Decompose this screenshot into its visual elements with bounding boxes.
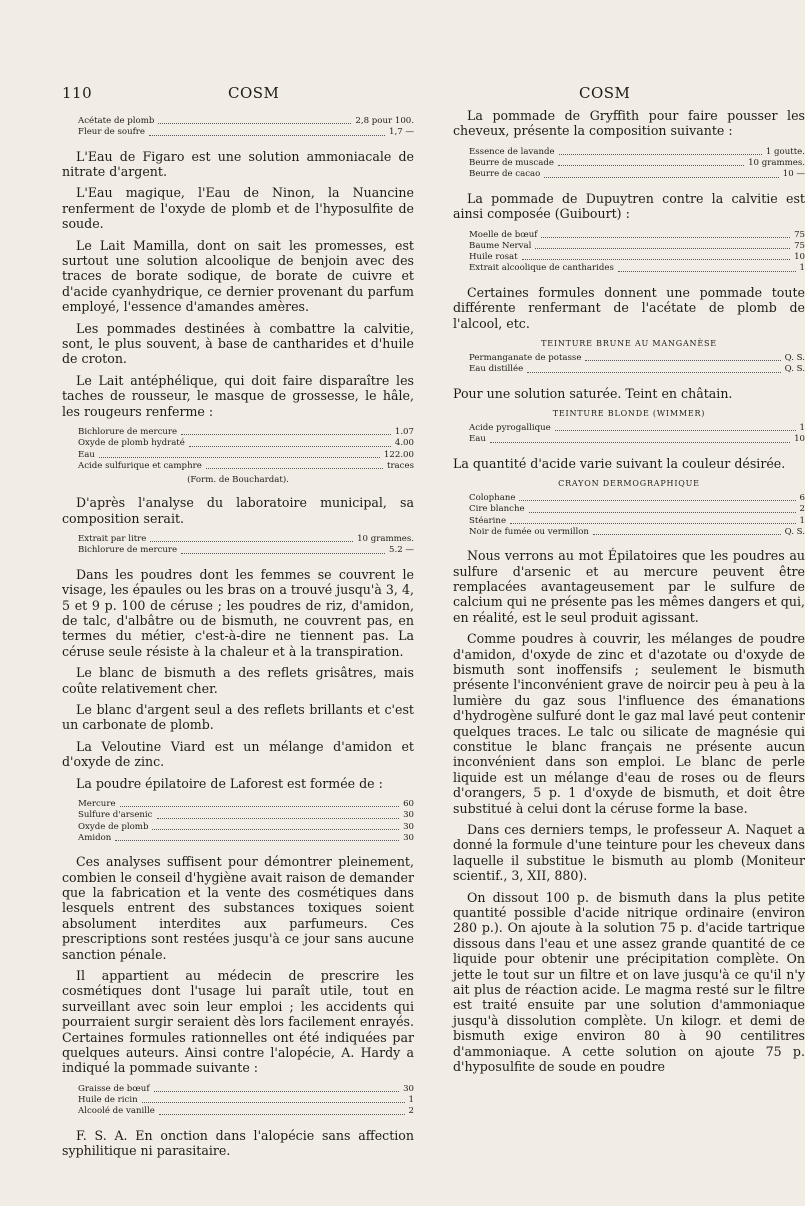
formula-row [62, 833, 414, 844]
ingredient-quantity: 75 [794, 229, 805, 240]
formula-row [453, 252, 805, 263]
paragraph: Il appartient au médecin de prescrire les cosmétiques dont l'usage lui paraît utile, tout en surveillant avec soin leur emploi ; les accidents qui pourraient surgir seraient dès lors facilement enrayés. Certaines formules rationnelles ont été indiquées par quelques auteurs. Ainsi contre l'alopécie, A. Hardy a indiqué la pommade suivante : [62, 968, 414, 1076]
leader-dots [99, 450, 380, 458]
formula-row [62, 822, 414, 833]
formula-row [62, 545, 414, 556]
formula-title: TEINTURE BRUNE AU MANGANÈSE [541, 338, 717, 348]
ingredient-name: Sulfure d'arsenic [78, 810, 153, 821]
ingredient-quantity: 30 [403, 832, 414, 843]
leader-dots [154, 1084, 400, 1092]
ingredient-quantity: 30 [403, 821, 414, 832]
ingredient-name: Moelle de bœuf [469, 229, 538, 240]
leader-dots [149, 127, 385, 135]
paragraph: La poudre épilatoire de Laforest est formée de : [76, 775, 383, 791]
formula-row [62, 427, 414, 438]
leader-dots [585, 353, 780, 361]
running-head-left: COSM [228, 84, 280, 102]
formula-row [453, 434, 805, 445]
ingredient-quantity: 1,7 — [389, 127, 414, 138]
ingredient-quantity: 1 [799, 515, 805, 526]
paragraph: La pommade de Dupuytren contre la calvitie est ainsi composée (Guibourt) : [453, 190, 805, 222]
leader-dots [206, 461, 383, 469]
paragraph: Le blanc de bismuth a des reflets grisâtres, mais coûte relativement cher. [62, 665, 414, 696]
formula-block [453, 230, 805, 275]
leader-dots [527, 364, 780, 372]
formula-block [62, 534, 414, 557]
ingredient-name: Extrait alcoolique de cantharides [469, 263, 614, 274]
formula-row [62, 1084, 414, 1095]
formula-row [62, 1106, 414, 1117]
paragraph: La pommade de Gryffith pour faire pousser les cheveux, présente la composition suivante : [453, 108, 805, 139]
leader-dots [522, 252, 790, 260]
leader-dots [142, 1095, 405, 1103]
ingredient-name: Stéarine [469, 515, 507, 526]
paragraph: On dissout 100 p. de bismuth dans la plus petite quantité possible d'acide nitrique ordinaire (environ 280 p.). On ajoute à la solution 75 p. d'acide tartrique dissous dans l'eau et une assez grande quantité de ce liquide pour obtenir une précipitation complète. On jette le tout sur un filtre et on lave jusqu'à ce qu'il n'y ait plus de réaction acide. Le magma resté sur le filtre est traité ensuite par une solution d'ammoniaque jusqu'à dissolution complète. Un kilogr. et demi de bismuth exige environ 80 à 90 centilitres d'ammoniaque. A cette solution on ajoute 75 p. d'hyposulfite de soude en poudre [453, 889, 805, 1075]
right-column [453, 108, 805, 1081]
running-head-right: COSM [579, 84, 631, 102]
ingredient-quantity: 60 [403, 798, 414, 809]
formula-block [62, 1084, 414, 1118]
leader-dots [150, 534, 353, 542]
ingredient-name: Eau [78, 449, 95, 460]
formula-row [453, 504, 805, 515]
formula-row [453, 241, 805, 252]
ingredient-name: Oxyde de plomb [78, 821, 149, 832]
formula-block [453, 147, 805, 181]
formula-block [453, 409, 805, 446]
formula-row [453, 169, 805, 180]
formula-row [453, 364, 805, 375]
ingredient-quantity: 30 [403, 1083, 414, 1094]
formula-row [62, 127, 414, 138]
ingredient-name: Bichlorure de mercure [78, 427, 178, 438]
ingredient-quantity: 2,8 pour 100. [355, 116, 414, 126]
leader-dots [519, 493, 795, 501]
paragraph: Ces analyses suffisent pour démontrer pleinement, combien le conseil d'hygiène avait raison de demander que la fabrication et la vente des cosmétiques dans lesquels entrent des substances toxiques soient absolument interdites aux parfumeurs. Ces prescriptions sont restées jusqu'à ce jour sans aucune sanction pénale. [62, 854, 414, 962]
ingredient-name: Noir de fumée ou vermillon [469, 526, 589, 537]
formula-row [453, 263, 805, 274]
ingredient-quantity: 10 grammes. [357, 534, 414, 545]
formula-note: Pour une solution saturée. Teint en châtain. [453, 385, 733, 401]
ingredient-quantity: Q. S. [784, 526, 805, 537]
ingredient-name: Acide pyrogallique [469, 422, 551, 433]
formula-row [453, 423, 805, 434]
formula-row [453, 353, 805, 364]
leader-dots [181, 545, 385, 553]
formula-row [453, 230, 805, 241]
formula-row [62, 799, 414, 810]
formula-block [453, 339, 805, 376]
leader-dots [120, 799, 400, 807]
ingredient-name: Permanganate de potasse [469, 352, 582, 363]
ingredient-name: Beurre de muscade [469, 158, 554, 169]
formula-row [453, 516, 805, 527]
page-number: 110 [62, 84, 93, 102]
leader-dots [152, 822, 399, 830]
leader-dots [618, 263, 796, 271]
leader-dots [157, 810, 400, 818]
ingredient-name: Alcoolé de vanille [78, 1106, 155, 1117]
ingredient-quantity: 122.00 [383, 449, 414, 460]
leader-dots [544, 169, 778, 177]
ingredient-quantity: 30 [403, 810, 414, 821]
ingredient-name: Amidon [78, 832, 112, 843]
ingredient-quantity: 2 [799, 504, 805, 515]
leader-dots [555, 423, 796, 431]
formula-row [62, 534, 414, 545]
formula-block [62, 799, 414, 844]
paragraph: L'Eau de Figaro est une solution ammoniacale de nitrate d'argent. [62, 148, 414, 179]
ingredient-name: Mercure [78, 798, 116, 809]
ingredient-quantity: Q. S. [784, 364, 805, 375]
ingredient-name: Baume Nerval [469, 240, 532, 251]
ingredient-quantity: 10 grammes. [748, 158, 805, 169]
ingredient-quantity: 10 [794, 434, 805, 445]
formula-row [453, 158, 805, 169]
formula-block [62, 427, 414, 485]
leader-dots [189, 438, 391, 446]
left-column [62, 108, 414, 1165]
ingredient-name: Acétate de plomb [78, 116, 155, 126]
formula-title: CRAYON DERMOGRAPHIQUE [558, 478, 700, 488]
leader-dots [541, 230, 790, 238]
ingredient-name: Essence de lavande [469, 146, 555, 157]
ingredient-name: Colophane [469, 492, 516, 503]
ingredient-name: Graisse de bœuf [78, 1083, 150, 1094]
paragraph: Dans ces derniers temps, le professeur A. Naquet a donné la formule d'une teinture pour les cheveux dans laquelle il substitue le bismuth au plomb (Moniteur scientif., 3, XII, 880). [453, 822, 805, 884]
paragraph: Nous verrons au mot Épilatoires que les poudres au sulfure d'arsenic et au mercure peuvent être remplacées avantageusement par le sulfure de calcium qui ne présente pas les mêmes dangers et qui, en réalité, est le seul produit agissant. [453, 548, 805, 625]
ingredient-quantity: 6 [799, 492, 805, 503]
ingredient-quantity: 75 [794, 240, 805, 251]
ingredient-name: Acide sulfurique et camphre [78, 460, 202, 471]
formula-row [453, 527, 805, 538]
formula-row [62, 1095, 414, 1106]
ingredient-name: Beurre de cacao [469, 169, 541, 180]
ingredient-name: Cire blanche [469, 504, 525, 515]
formula-note: La quantité d'acide varie suivant la couleur désirée. [453, 455, 786, 471]
paragraph: Comme poudres à couvrir, les mélanges de poudre d'amidon, d'oxyde de zinc et d'azotate ou d'oxyde de bismuth sont inoffensifs ; seulement le bismuth présente l'inconvénient grave de noircir peu à peu à la lumière du gaz sous l'influence des émanations d'hydrogène sulfuré dont le gaz mal lavé peut contenir quelques traces. Le talc ou silicate de magnésie qui constitue le blanc français ne présente aucun inconvénient dans son emploi. Le blanc de perle liquide est un mélange d'eau de roses ou de fleurs d'orangers, 5 p. 1 d'oxyde de bismuth, et doit être substitué à celui dont la céruse forme la base. [453, 631, 805, 816]
ingredient-name: Eau distillée [469, 364, 524, 375]
formula-row [62, 438, 414, 449]
formula-block [62, 116, 414, 139]
formula-row [62, 116, 414, 127]
ingredient-quantity: 1 [408, 1095, 414, 1106]
leader-dots [558, 158, 744, 166]
paragraph: Les pommades destinées à combattre la calvitie, sont, le plus souvent, à base de cantharides et d'huile de croton. [62, 320, 414, 367]
paragraph: Le Lait Mamilla, dont on sait les promesses, est surtout une solution alcoolique de benjoin avec des traces de borate sodique, de borate de cuivre et d'acide cyanhydrique, ce dernier provenant du parfum employé, l'essence d'amandes amères. [62, 237, 414, 315]
paragraph: Le blanc d'argent seul a des reflets brillants et c'est un carbonate de plomb. [62, 701, 414, 733]
leader-dots [529, 504, 796, 512]
ingredient-quantity: 5.2 — [389, 545, 414, 556]
ingredient-quantity: 1 [799, 263, 805, 274]
leader-dots [559, 147, 762, 155]
leader-dots [593, 527, 781, 535]
leader-dots [115, 833, 399, 841]
paragraph: L'Eau magique, l'Eau de Ninon, la Nuancine renferment de l'oxyde de plomb et de l'hyposulfite de soude. [62, 185, 414, 232]
paragraph: Le Lait antéphélique, qui doit faire disparaître les taches de rousseur, le masque de grossesse, le hâle, les rougeurs renferme : [62, 372, 414, 419]
ingredient-name: Huile de ricin [78, 1095, 138, 1106]
paragraph: Certaines formules donnent une pommade toute différente renfermant de l'acétate de plomb de l'alcool, etc. [453, 284, 805, 331]
ingredient-name: Huile rosat [469, 252, 518, 263]
formula-title: TEINTURE BLONDE (WIMMER) [552, 408, 706, 418]
ingredient-name: Bichlorure de mercure [78, 545, 178, 556]
ingredient-name: Fleur de soufre [78, 127, 145, 138]
formula-row [453, 493, 805, 504]
leader-dots [159, 1106, 405, 1114]
formula-row [62, 810, 414, 821]
ingredient-quantity: 10 [794, 252, 805, 263]
formula-row [453, 147, 805, 158]
ingredient-quantity: traces [387, 460, 414, 471]
formula-row [62, 450, 414, 461]
paragraph: F. S. A. En onction dans l'alopécie sans affection syphilitique ni parasitaire. [62, 1127, 414, 1159]
paragraph: Dans les poudres dont les femmes se couvrent le visage, les épaules ou les bras on a trouvé jusqu'à 3, 4, 5 et 9 p. 100 de céruse ; les poudres de riz, d'amidon, de talc, d'albâtre ou de bismuth, ne couvrent pas, en termes du métier, c'est-à-dire ne tiennent pas. La céruse seule résiste à la chaleur et à la transpiration. [62, 566, 414, 659]
ingredient-quantity: 1 goutte. [765, 146, 805, 157]
ingredient-name: Eau [469, 434, 486, 445]
leader-dots [535, 241, 790, 249]
ingredient-quantity: 1 [799, 422, 805, 433]
formula-source: (Form. de Bouchardat). [187, 475, 289, 486]
paragraph: D'après l'analyse du laboratoire municipal, sa composition serait. [62, 495, 414, 526]
paragraph: La Veloutine Viard est un mélange d'amidon et d'oxyde de zinc. [62, 738, 414, 770]
leader-dots [181, 427, 391, 435]
ingredient-quantity: Q. S. [784, 352, 805, 363]
ingredient-name: Extrait par litre [78, 534, 147, 545]
formula-row [62, 461, 414, 472]
ingredient-quantity: 1.07 [394, 427, 414, 438]
ingredient-quantity: 10 — [782, 169, 805, 180]
ingredient-quantity: 4.00 [394, 438, 414, 449]
leader-dots [158, 116, 351, 124]
formula-block [453, 479, 805, 538]
ingredient-name: Oxyde de plomb hydraté [78, 438, 185, 449]
leader-dots [490, 434, 790, 442]
leader-dots [510, 516, 796, 524]
ingredient-quantity: 2 [408, 1106, 414, 1117]
